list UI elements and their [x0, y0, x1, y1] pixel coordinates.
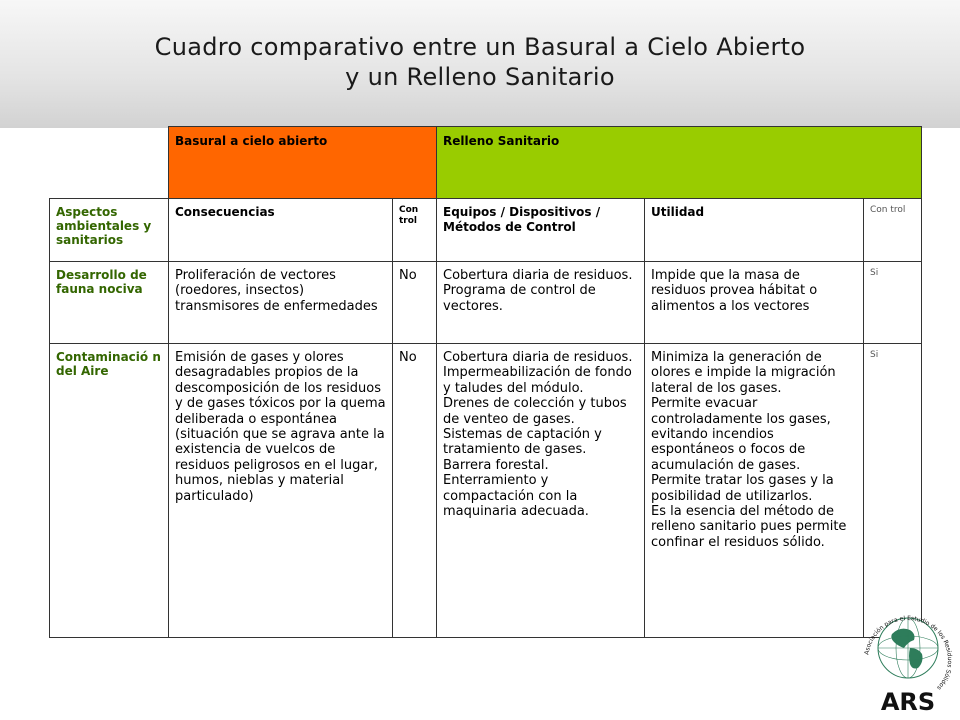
utilidad-cell: Minimiza la generación de olores e impide la migración lateral de los gases. Permite evacuar controladamente los gases, evitando incendios espontáneos o focos de acumulación de gases. Permite tratar los gases y la posibilidad de utilizarlos. Es la esencia del método de relleno sanitario pues permite confinar el residuos sólido. — [645, 344, 864, 638]
utilidad-cell: Impide que la masa de residuos provea hábitat o alimentos a los vectores — [645, 262, 864, 344]
logo-ring-text: Asociación para el Estudio de los Residuos Sólidos — [863, 614, 954, 692]
equipos-cell: Cobertura diaria de residuos. Impermeabilización de fondo y taludes del módulo. Drenes de colección y tubos de venteo de gases. Sistemas de captación y tratamiento de gases. Barrera forestal. Enterramiento y compactación con la maquinaria adecuada. — [437, 344, 645, 638]
aspecto-cell: Desarrollo de fauna nociva — [50, 262, 169, 344]
table-row — [50, 262, 922, 344]
control-relleno-cell: Si — [864, 262, 922, 344]
table-row — [50, 344, 922, 638]
ars-logo — [858, 604, 958, 716]
slide-title — [0, 32, 960, 92]
consecuencias-header: Consecuencias — [169, 199, 393, 262]
comparison-table — [49, 126, 922, 638]
title-line-2: y un Relleno Sanitario — [345, 63, 615, 91]
control-basural-cell: No — [393, 344, 437, 638]
control-basural-header: Con trol — [393, 199, 437, 262]
control-relleno-cell: Si — [864, 344, 922, 638]
consecuencias-cell: Proliferación de vectores (roedores, insectos) transmisores de enfermedades — [169, 262, 393, 344]
group-header-row — [50, 127, 922, 199]
header-blank-cell — [50, 127, 169, 199]
equipos-cell: Cobertura diaria de residuos. Programa de control de vectores. — [437, 262, 645, 344]
logo-text: ARS — [880, 688, 936, 716]
title-line-1: Cuadro comparativo entre un Basural a Cielo Abierto — [154, 33, 806, 61]
relleno-header: Relleno Sanitario — [437, 127, 922, 199]
aspectos-header: Aspectos ambientales y sanitarios — [50, 199, 169, 262]
utilidad-header: Utilidad — [645, 199, 864, 262]
consecuencias-cell: Emisión de gases y olores desagradables propios de la descomposición de los residuos y de gases tóxicos por la quema deliberada o espontánea (situación que se agrava ante la existencia de vuelcos de residuos peligrosos en el lugar, humos, nieblas y material particulado) — [169, 344, 393, 638]
subheader-row — [50, 199, 922, 262]
aspecto-cell: Contaminació n del Aire — [50, 344, 169, 638]
equipos-header: Equipos / Dispositivos / Métodos de Control — [437, 199, 645, 262]
control-basural-cell: No — [393, 262, 437, 344]
basural-header: Basural a cielo abierto — [169, 127, 437, 199]
control-relleno-header: Con trol — [864, 199, 922, 262]
